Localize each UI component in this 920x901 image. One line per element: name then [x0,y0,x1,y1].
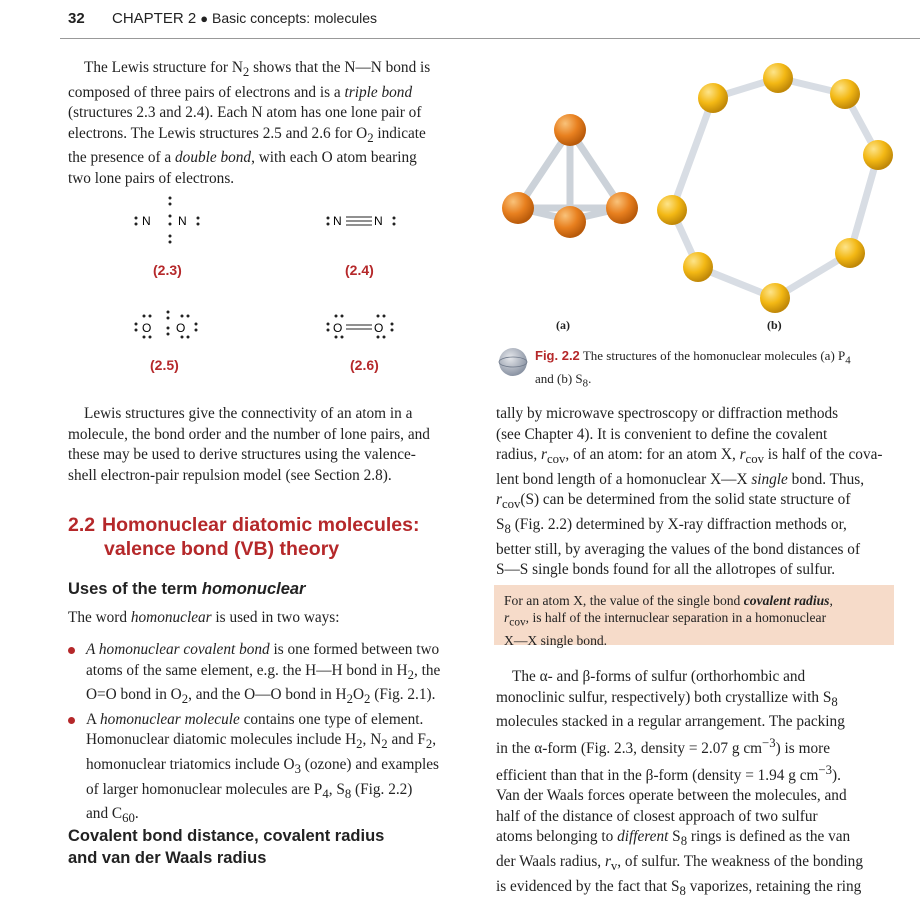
s-atom [863,140,893,170]
label-2-3: (2.3) [153,262,182,278]
label-2-6: (2.6) [350,357,379,373]
figure-2-2-molecules [490,60,910,340]
p-atom [502,192,534,224]
header-rule [60,38,920,39]
p-atom [554,114,586,146]
structure-2-4 [327,214,396,228]
page-header [0,0,920,38]
figure-label-b: (b) [767,318,782,332]
svg-text:N: N [374,214,383,228]
structure-2-6 [327,315,394,339]
p-atom [606,192,638,224]
uses-intro: The word homonuclear is used in two ways: [68,609,340,626]
subsection-uses-homonuclear: Uses of the term homonuclear [68,580,306,598]
svg-text:N: N [142,214,152,228]
structure-2-3 [135,197,200,244]
label-2-5: (2.5) [150,357,179,373]
svg-text:N: N [178,214,188,228]
caption-globe-icon [497,346,531,378]
svg-text:N: N [333,214,342,228]
structure-2-5 [135,311,198,339]
s-atom [657,195,687,225]
sulfur-forms-paragraph: The α- and β-forms of sulfur (orthorhombic and monoclinic sulfur, respectively) both crystallize with $S_8$ molecules stacked in a regular arrangement. The packing in the α-form (Fig. 2.3, density = 2.07 g $cm^{-3}$) is more efficient than that in the β-form (density = 1.94 g $cm^{-3}$). Van der Waals forces operate between the molecules, and half of the distance of closest approach of two sulfur atoms belonging to different $S_8$ rings is defined as the van der Waals radius, $r_v$, of sulfur. The weakness of the bonding is evidenced by the fact that $S_8$ vaporizes, retaining the ring [496,668,863,898]
list-item: A homonuclear molecule contains one type of element. Homonuclear diatomic molecules include $H_2$, $N_2$ and $F_2$, homonuclear triatomics include $O_3$ (ozone) and examples of larger homonuclear molecules are $P_4$, $S_8$ (Fig. 2.2) and $C_{60}$. [68,710,468,829]
s-atom [683,252,713,282]
s-atom [763,63,793,93]
svg-text:O: O [374,321,384,335]
svg-text:O: O [176,321,186,335]
s-atom [835,238,865,268]
section-heading-2-2: 2.2 Homonuclear diatomic molecules: valence bond (VB) theory [68,514,420,560]
s-atom [760,283,790,313]
svg-text:O: O [333,321,343,335]
page-number: 32 [68,10,85,27]
bullet-list [68,640,468,829]
subsection-covalent-radius: Covalent bond distance, covalent radius and van der Waals radius [68,827,385,867]
figure-label-a: (a) [556,318,570,332]
list-item: A homonuclear covalent bond is one formed between two atoms of the same element, e.g. the H—H bond in $H_2$, the O=O bond in $O_2$, and the O—O bond in $H_2O_2$ (Fig. 2.1). [68,640,468,710]
label-2-4: (2.4) [345,262,374,278]
definition-note-box: For an atom X, the value of the single bond covalent radius, $r_{cov}$, is half of the internuclear separation in a homonuclear X—X single bond. [494,585,894,645]
s8-ring [657,63,893,313]
intro-paragraph: The Lewis structure for $N_2$ shows that the N—N bond is composed of three pairs of electrons and is a triple bond (structures 2.3 and 2.4). Each N atom has one lone pair of electrons. The Lewis structures 2.5 and 2.6 for $O_2$ indicate the presence of a double bond, with each O atom bearing two lone pairs of electrons. [68,59,431,188]
chapter-heading: CHAPTER 2 ● Basic concepts: molecules [112,10,378,27]
svg-text:O: O [142,321,152,335]
p-atom [554,206,586,238]
bullet-separator: ● [200,11,209,26]
p4-tetrahedron [502,114,638,238]
covalent-radius-paragraph: tally by microwave spectroscopy or diffraction methods (see Chapter 4). It is convenient to define the covalent radius, $r_{cov}$, of an atom: for an atom X, $r_{cov}$ is half of the cova- lent bond length of a homonuclear X—X single bond. Thus, $r_{cov}(S)$ can be determined from the solid state structure of $S_8$ (Fig. 2.2) determined by X-ray diffraction methods or, better still, by averaging the values of the bond distances of S—S single bonds found for all the allotropes of sulfur. [496,405,883,579]
s-atom [698,83,728,113]
s-atom [830,79,860,109]
figure-caption: Fig. 2.2 The structures of the homonuclear molecules (a) $P_4$ and (b) $S_8$. [535,348,851,390]
lewis-connectivity-paragraph: Lewis structures give the connectivity of an atom in a molecule, the bond order and the number of lone pairs, and these may be used to derive structures using the valence- shell electron-pair repulsion model (see Section 2.8). [68,405,430,484]
